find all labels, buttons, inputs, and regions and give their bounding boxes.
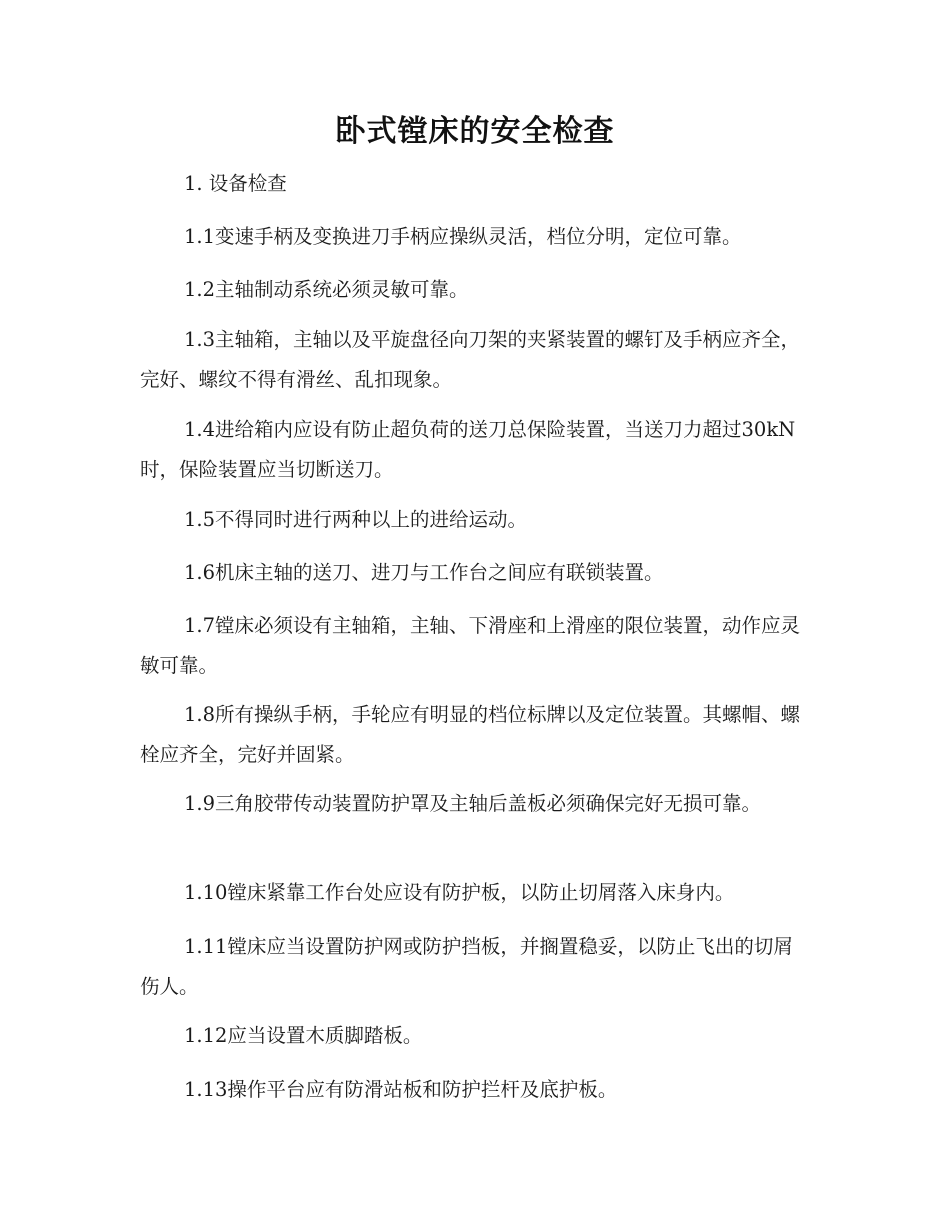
- paragraph-1-7: 1.7镗床必须设有主轴箱，主轴、下滑座和上滑座的限位装置，动作应灵敏可靠。: [140, 614, 801, 677]
- paragraph-1-3: 1.3主轴箱，主轴以及平旋盘径向刀架的夹紧装置的螺钉及手柄应齐全，完好、螺纹不得有滑丝、乱扣现象。: [140, 328, 801, 391]
- paragraph-1-12: 1.12应当设置木质脚踏板。: [184, 1024, 423, 1047]
- paragraph-1-10: 1.10镗床紧靠工作台处应设有防护板，以防止切屑落入床身内。: [184, 881, 735, 904]
- paragraph-1-1: 1.1变速手柄及变换进刀手柄应操纵灵活，档位分明，定位可靠。: [184, 225, 742, 248]
- document-title: 卧式镗床的安全检查: [335, 114, 615, 149]
- paragraph-1-8: 1.8所有操纵手柄，手轮应有明显的档位标牌以及定位装置。其螺帽、螺栓应齐全，完好并固紧。: [140, 703, 801, 766]
- paragraph-1-5: 1.5不得同时进行两种以上的进给运动。: [184, 508, 528, 531]
- paragraph-1-11: 1.11镗床应当设置防护网或防护挡板，并搁置稳妥，以防止飞出的切屑伤人。: [140, 935, 793, 998]
- paragraph-section-1: 1. 设备检查: [184, 172, 287, 195]
- paragraph-1-13: 1.13操作平台应有防滑站板和防护拦杆及底护板。: [184, 1078, 618, 1101]
- paragraph-1-9: 1.9三角胶带传动装置防护罩及主轴后盖板必须确保完好无损可靠。: [184, 792, 762, 815]
- paragraph-1-2: 1.2主轴制动系统必须灵敏可靠。: [184, 278, 469, 301]
- paragraph-1-6: 1.6机床主轴的送刀、进刀与工作台之间应有联锁装置。: [184, 561, 664, 584]
- paragraph-1-4: 1.4进给箱内应设有防止超负荷的送刀总保险装置，当送刀力超过30kN时，保险装置应当切断送刀。: [140, 418, 796, 481]
